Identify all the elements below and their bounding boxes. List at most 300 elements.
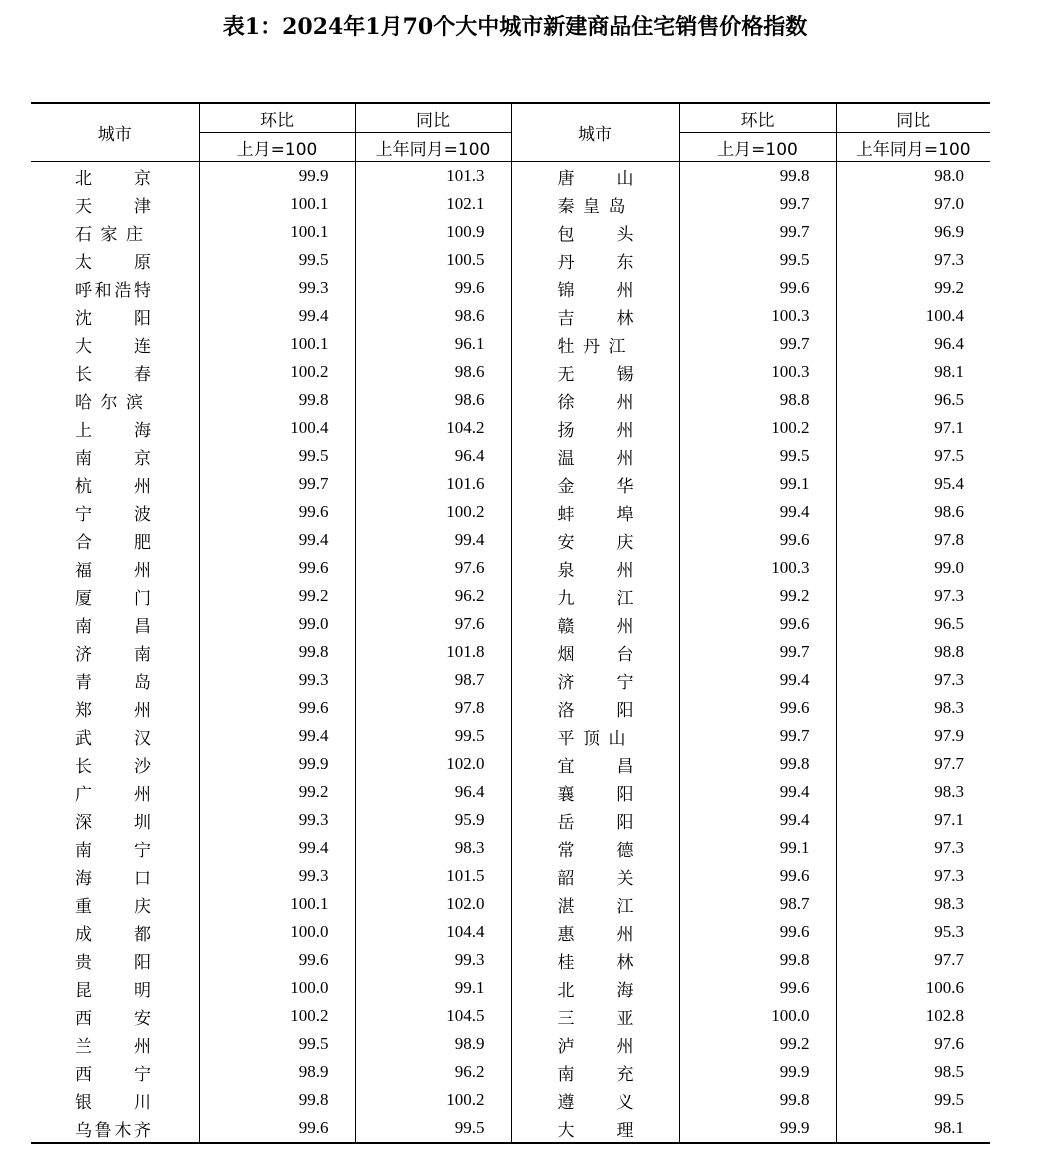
mom-value-right: 99.6 bbox=[679, 274, 836, 302]
city-name-left bbox=[31, 414, 199, 442]
city-label: 乌鲁木齐 bbox=[75, 1120, 151, 1141]
yoy-value-right: 95.3 bbox=[934, 922, 964, 941]
city-name-left bbox=[31, 442, 199, 470]
city-label: 南充 bbox=[557, 1064, 634, 1085]
city-label: 沈阳 bbox=[75, 308, 151, 329]
mom-value-left: 99.6 bbox=[199, 694, 355, 722]
yoy-value-left: 100.5 bbox=[355, 246, 511, 274]
city-name-left bbox=[31, 162, 199, 191]
mom-value-left: 99.4 bbox=[199, 302, 355, 330]
yoy-value-left: 96.4 bbox=[355, 778, 511, 806]
city-label: 呼和浩特 bbox=[75, 280, 151, 301]
yoy-value-right: 98.3 bbox=[934, 698, 964, 717]
city-name-right bbox=[511, 778, 679, 806]
city-label: 吉林 bbox=[557, 308, 634, 329]
city-label: 杭州 bbox=[75, 476, 151, 497]
mom-value-right: 100.3 bbox=[679, 302, 836, 330]
table-row bbox=[31, 162, 990, 191]
city-name-right bbox=[511, 890, 679, 918]
yoy-value-right: 98.0 bbox=[934, 166, 964, 185]
city-name-left bbox=[31, 470, 199, 498]
city-name-left bbox=[31, 1030, 199, 1058]
mom-value-right: 99.8 bbox=[679, 162, 836, 191]
city-label: 深圳 bbox=[75, 812, 151, 833]
city-name-left bbox=[31, 246, 199, 274]
mom-value-right: 100.3 bbox=[679, 554, 836, 582]
table-row bbox=[31, 442, 990, 470]
yoy-value-right: 97.1 bbox=[934, 418, 964, 437]
table-row bbox=[31, 470, 990, 498]
city-name-right bbox=[511, 526, 679, 554]
mom-value-right: 99.7 bbox=[679, 218, 836, 246]
yoy-value-left: 97.8 bbox=[355, 694, 511, 722]
mom-value-right: 99.9 bbox=[679, 1058, 836, 1086]
mom-value-left: 100.1 bbox=[199, 190, 355, 218]
yoy-value-left: 99.3 bbox=[355, 946, 511, 974]
yoy-value-right: 97.3 bbox=[934, 250, 964, 269]
city-label: 济宁 bbox=[557, 672, 634, 693]
city-name-left bbox=[31, 946, 199, 974]
city-name-right bbox=[511, 274, 679, 302]
city-label: 长春 bbox=[75, 364, 151, 385]
city-name-right bbox=[511, 862, 679, 890]
mom-value-left: 98.9 bbox=[199, 1058, 355, 1086]
yoy-value-left: 95.9 bbox=[355, 806, 511, 834]
yoy-value-left: 98.7 bbox=[355, 666, 511, 694]
mom-value-left: 99.7 bbox=[199, 470, 355, 498]
mom-value-right: 99.2 bbox=[679, 582, 836, 610]
table-row bbox=[31, 386, 990, 414]
yoy-value-right: 99.0 bbox=[934, 558, 964, 577]
city-name-left bbox=[31, 974, 199, 1002]
yoy-value-right: 97.9 bbox=[934, 726, 964, 745]
yoy-value-left: 99.5 bbox=[355, 1114, 511, 1143]
city-label: 成都 bbox=[75, 924, 151, 945]
mom-value-right: 99.4 bbox=[679, 666, 836, 694]
mom-value-right: 99.4 bbox=[679, 498, 836, 526]
city-label: 海口 bbox=[75, 868, 151, 889]
yoy-value-left: 98.6 bbox=[355, 386, 511, 414]
mom-value-right: 100.0 bbox=[679, 1002, 836, 1030]
mom-value-right: 100.2 bbox=[679, 414, 836, 442]
city-label: 石家庄 bbox=[75, 224, 143, 245]
city-label: 安庆 bbox=[557, 532, 634, 553]
city-label: 重庆 bbox=[75, 896, 151, 917]
yoy-value-right: 97.1 bbox=[934, 810, 964, 829]
city-label: 大连 bbox=[75, 336, 151, 357]
yoy-value-right: 96.5 bbox=[934, 390, 964, 409]
yoy-value-left: 96.2 bbox=[355, 582, 511, 610]
city-name-left bbox=[31, 890, 199, 918]
yoy-value-right: 97.0 bbox=[934, 194, 964, 213]
city-label: 大理 bbox=[557, 1120, 634, 1141]
city-name-left bbox=[31, 1002, 199, 1030]
city-label: 南宁 bbox=[75, 840, 151, 861]
yoy-value-right: 98.3 bbox=[934, 782, 964, 801]
city-label: 宜昌 bbox=[557, 756, 634, 777]
city-name-right bbox=[511, 442, 679, 470]
mom-value-left: 99.3 bbox=[199, 666, 355, 694]
city-name-left bbox=[31, 750, 199, 778]
mom-value-right: 99.6 bbox=[679, 918, 836, 946]
mom-value-left: 99.3 bbox=[199, 862, 355, 890]
mom-value-right: 99.7 bbox=[679, 190, 836, 218]
city-label: 三亚 bbox=[557, 1008, 634, 1029]
city-label: 广州 bbox=[75, 784, 151, 805]
yoy-value-left: 104.4 bbox=[355, 918, 511, 946]
table-row bbox=[31, 190, 990, 218]
mom-value-left: 99.6 bbox=[199, 946, 355, 974]
mom-value-right: 99.6 bbox=[679, 862, 836, 890]
price-index-table bbox=[31, 102, 990, 1144]
city-name-right bbox=[511, 246, 679, 274]
table-row bbox=[31, 414, 990, 442]
yoy-value-left: 99.5 bbox=[355, 722, 511, 750]
city-label: 丹东 bbox=[557, 252, 634, 273]
city-label: 贵阳 bbox=[75, 952, 151, 973]
city-label: 郑州 bbox=[75, 700, 151, 721]
city-name-right bbox=[511, 694, 679, 722]
city-name-left bbox=[31, 1058, 199, 1086]
yoy-value-right: 95.4 bbox=[934, 474, 964, 493]
city-label: 北京 bbox=[75, 168, 151, 189]
table-row bbox=[31, 218, 990, 246]
mom-value-right: 99.7 bbox=[679, 722, 836, 750]
yoy-value-left: 102.1 bbox=[355, 190, 511, 218]
city-label: 常德 bbox=[557, 840, 634, 861]
yoy-value-left: 98.3 bbox=[355, 834, 511, 862]
city-name-right bbox=[511, 414, 679, 442]
yoy-value-left: 96.1 bbox=[355, 330, 511, 358]
yoy-value-left: 97.6 bbox=[355, 610, 511, 638]
table-row bbox=[31, 666, 990, 694]
city-label: 唐山 bbox=[557, 168, 634, 189]
table-row bbox=[31, 330, 990, 358]
yoy-value-right: 97.8 bbox=[934, 530, 964, 549]
table-title: 表1：2024年1月70个大中城市新建商品住宅销售价格指数 bbox=[222, 14, 808, 40]
city-name-left bbox=[31, 722, 199, 750]
city-name-left bbox=[31, 218, 199, 246]
mom-value-right: 100.3 bbox=[679, 358, 836, 386]
city-name-right bbox=[511, 554, 679, 582]
city-label: 厦门 bbox=[75, 588, 151, 609]
city-name-left bbox=[31, 302, 199, 330]
yoy-value-right: 97.3 bbox=[934, 670, 964, 689]
city-label: 遵义 bbox=[557, 1092, 634, 1113]
mom-value-left: 99.5 bbox=[199, 442, 355, 470]
city-name-right bbox=[511, 638, 679, 666]
city-label: 泸州 bbox=[557, 1036, 634, 1057]
yoy-value-left: 99.1 bbox=[355, 974, 511, 1002]
table-row bbox=[31, 358, 990, 386]
city-label: 徐州 bbox=[557, 392, 634, 413]
city-name-right bbox=[511, 1114, 679, 1143]
city-name-left bbox=[31, 1086, 199, 1114]
table-row bbox=[31, 806, 990, 834]
city-name-left bbox=[31, 806, 199, 834]
yoy-value-right: 97.6 bbox=[934, 1034, 964, 1053]
city-label: 洛阳 bbox=[557, 700, 634, 721]
city-name-left bbox=[31, 386, 199, 414]
city-label: 湛江 bbox=[557, 896, 634, 917]
city-name-left bbox=[31, 918, 199, 946]
city-name-right bbox=[511, 946, 679, 974]
city-name-right bbox=[511, 582, 679, 610]
city-label: 南昌 bbox=[75, 616, 151, 637]
city-label: 宁波 bbox=[75, 504, 151, 525]
mom-value-left: 99.6 bbox=[199, 498, 355, 526]
yoy-value-right: 97.3 bbox=[934, 586, 964, 605]
yoy-value-right: 96.5 bbox=[934, 614, 964, 633]
yoy-value-left: 101.6 bbox=[355, 470, 511, 498]
yoy-header-right: 同比 bbox=[836, 103, 990, 133]
city-label: 青岛 bbox=[75, 672, 151, 693]
mom-value-right: 99.5 bbox=[679, 246, 836, 274]
mom-value-left: 99.5 bbox=[199, 1030, 355, 1058]
city-name-right bbox=[511, 190, 679, 218]
mom-value-right: 99.6 bbox=[679, 610, 836, 638]
yoy-value-left: 98.6 bbox=[355, 302, 511, 330]
table-row bbox=[31, 302, 990, 330]
city-name-right bbox=[511, 1086, 679, 1114]
city-name-right bbox=[511, 302, 679, 330]
yoy-value-left: 98.6 bbox=[355, 358, 511, 386]
yoy-value-left: 96.2 bbox=[355, 1058, 511, 1086]
yoy-value-left: 97.6 bbox=[355, 554, 511, 582]
mom-value-left: 99.4 bbox=[199, 834, 355, 862]
mom-value-left: 99.2 bbox=[199, 778, 355, 806]
mom-value-left: 100.0 bbox=[199, 974, 355, 1002]
mom-value-right: 99.6 bbox=[679, 526, 836, 554]
mom-value-left: 100.1 bbox=[199, 890, 355, 918]
table-row bbox=[31, 246, 990, 274]
table-row bbox=[31, 778, 990, 806]
table-row bbox=[31, 974, 990, 1002]
mom-value-left: 99.5 bbox=[199, 246, 355, 274]
city-label: 无锡 bbox=[557, 364, 634, 385]
yoy-value-right: 97.3 bbox=[934, 838, 964, 857]
mom-base-right: 上月=100 bbox=[679, 133, 836, 162]
table-row bbox=[31, 1002, 990, 1030]
mom-value-left: 99.9 bbox=[199, 162, 355, 191]
yoy-value-right: 97.7 bbox=[934, 950, 964, 969]
mom-value-right: 99.5 bbox=[679, 442, 836, 470]
yoy-value-right: 98.8 bbox=[934, 642, 964, 661]
yoy-value-left: 100.9 bbox=[355, 218, 511, 246]
table-row bbox=[31, 610, 990, 638]
yoy-value-left: 100.2 bbox=[355, 1086, 511, 1114]
city-name-left bbox=[31, 358, 199, 386]
yoy-value-left: 100.2 bbox=[355, 498, 511, 526]
city-label: 岳阳 bbox=[557, 812, 634, 833]
mom-value-left: 100.1 bbox=[199, 330, 355, 358]
city-name-right bbox=[511, 1058, 679, 1086]
yoy-value-right: 96.9 bbox=[934, 222, 964, 241]
city-label: 包头 bbox=[557, 224, 634, 245]
city-name-left bbox=[31, 330, 199, 358]
mom-value-right: 99.9 bbox=[679, 1114, 836, 1143]
yoy-value-right: 100.6 bbox=[925, 978, 964, 997]
city-name-left bbox=[31, 834, 199, 862]
yoy-value-right: 99.2 bbox=[934, 278, 964, 297]
city-name-right bbox=[511, 974, 679, 1002]
city-label: 平顶山 bbox=[557, 728, 626, 749]
city-label: 桂林 bbox=[557, 952, 634, 973]
city-name-right bbox=[511, 806, 679, 834]
table-row bbox=[31, 582, 990, 610]
city-name-left bbox=[31, 582, 199, 610]
table-row bbox=[31, 750, 990, 778]
city-label: 西安 bbox=[75, 1008, 151, 1029]
mom-value-left: 100.2 bbox=[199, 1002, 355, 1030]
yoy-value-right: 98.6 bbox=[934, 502, 964, 521]
mom-value-right: 99.8 bbox=[679, 946, 836, 974]
yoy-value-right: 98.1 bbox=[836, 1114, 990, 1143]
city-label: 韶关 bbox=[557, 868, 634, 889]
city-label: 牡丹江 bbox=[557, 336, 626, 357]
city-name-right bbox=[511, 358, 679, 386]
mom-value-left: 99.8 bbox=[199, 386, 355, 414]
city-label: 襄阳 bbox=[557, 784, 634, 805]
city-name-left bbox=[31, 610, 199, 638]
city-label: 太原 bbox=[75, 252, 151, 273]
city-name-left bbox=[31, 190, 199, 218]
yoy-value-left: 102.0 bbox=[355, 890, 511, 918]
city-label: 天津 bbox=[75, 196, 151, 217]
city-name-right bbox=[511, 218, 679, 246]
mom-base-left: 上月=100 bbox=[199, 133, 355, 162]
table-row bbox=[31, 722, 990, 750]
city-name-right bbox=[511, 750, 679, 778]
table-row bbox=[31, 1058, 990, 1086]
city-label: 南京 bbox=[75, 448, 151, 469]
table-row bbox=[31, 1114, 990, 1143]
mom-value-left: 99.8 bbox=[199, 638, 355, 666]
city-name-right bbox=[511, 162, 679, 191]
yoy-value-right: 98.1 bbox=[934, 362, 964, 381]
yoy-value-right: 97.3 bbox=[934, 866, 964, 885]
yoy-value-right: 98.3 bbox=[934, 894, 964, 913]
yoy-value-left: 102.0 bbox=[355, 750, 511, 778]
city-name-left bbox=[31, 638, 199, 666]
yoy-value-left: 101.3 bbox=[355, 162, 511, 191]
yoy-base-left: 上年同月=100 bbox=[355, 133, 511, 162]
yoy-value-right: 99.5 bbox=[934, 1090, 964, 1109]
mom-value-right: 99.1 bbox=[679, 834, 836, 862]
yoy-value-left: 99.4 bbox=[355, 526, 511, 554]
city-label: 昆明 bbox=[75, 980, 151, 1001]
city-label: 蚌埠 bbox=[557, 504, 634, 525]
city-label: 惠州 bbox=[557, 924, 634, 945]
table-row bbox=[31, 918, 990, 946]
mom-value-right: 99.7 bbox=[679, 638, 836, 666]
yoy-header-left: 同比 bbox=[355, 103, 511, 133]
table-row bbox=[31, 526, 990, 554]
mom-value-right: 99.2 bbox=[679, 1030, 836, 1058]
city-name-left bbox=[31, 1114, 199, 1143]
yoy-value-left: 96.4 bbox=[355, 442, 511, 470]
mom-value-right: 99.4 bbox=[679, 806, 836, 834]
city-name-left bbox=[31, 274, 199, 302]
city-label: 北海 bbox=[557, 980, 634, 1001]
mom-value-right: 99.4 bbox=[679, 778, 836, 806]
mom-value-left: 99.4 bbox=[199, 722, 355, 750]
yoy-value-right: 96.4 bbox=[934, 334, 964, 353]
city-label: 赣州 bbox=[557, 616, 634, 637]
mom-value-right: 98.8 bbox=[679, 386, 836, 414]
yoy-value-left: 101.8 bbox=[355, 638, 511, 666]
city-name-right bbox=[511, 470, 679, 498]
table-row bbox=[31, 498, 990, 526]
city-label: 长沙 bbox=[75, 756, 151, 777]
city-label: 哈尔滨 bbox=[75, 392, 143, 413]
yoy-value-left: 104.5 bbox=[355, 1002, 511, 1030]
mom-value-left: 100.1 bbox=[199, 218, 355, 246]
mom-value-left: 99.0 bbox=[199, 610, 355, 638]
city-label: 温州 bbox=[557, 448, 634, 469]
city-label: 武汉 bbox=[75, 728, 151, 749]
mom-value-left: 99.8 bbox=[199, 1086, 355, 1114]
mom-value-left: 99.9 bbox=[199, 750, 355, 778]
table-row bbox=[31, 638, 990, 666]
mom-value-right: 99.8 bbox=[679, 750, 836, 778]
mom-value-left: 100.0 bbox=[199, 918, 355, 946]
city-name-right bbox=[511, 498, 679, 526]
yoy-value-left: 101.5 bbox=[355, 862, 511, 890]
city-name-right bbox=[511, 722, 679, 750]
mom-value-right: 99.1 bbox=[679, 470, 836, 498]
city-label: 福州 bbox=[75, 560, 151, 581]
city-name-right bbox=[511, 834, 679, 862]
mom-value-left: 99.6 bbox=[199, 554, 355, 582]
mom-value-left: 99.6 bbox=[199, 1114, 355, 1143]
mom-value-right: 99.6 bbox=[679, 694, 836, 722]
city-name-left bbox=[31, 498, 199, 526]
city-name-right bbox=[511, 610, 679, 638]
table-row bbox=[31, 890, 990, 918]
city-label: 合肥 bbox=[75, 532, 151, 553]
mom-value-left: 99.2 bbox=[199, 582, 355, 610]
table-row bbox=[31, 862, 990, 890]
city-label: 烟台 bbox=[557, 644, 634, 665]
mom-value-left: 100.4 bbox=[199, 414, 355, 442]
mom-header-right: 环比 bbox=[679, 103, 836, 133]
table-row bbox=[31, 1030, 990, 1058]
table-row bbox=[31, 694, 990, 722]
table-row bbox=[31, 1086, 990, 1114]
city-column-header-right: 城市 bbox=[511, 103, 679, 162]
city-label: 金华 bbox=[557, 476, 634, 497]
table-body bbox=[31, 162, 990, 1144]
table-row bbox=[31, 554, 990, 582]
mom-value-left: 99.3 bbox=[199, 274, 355, 302]
mom-value-right: 99.7 bbox=[679, 330, 836, 358]
city-label: 九江 bbox=[557, 588, 634, 609]
city-name-left bbox=[31, 554, 199, 582]
city-column-header-left: 城市 bbox=[31, 103, 199, 162]
table-row bbox=[31, 834, 990, 862]
yoy-value-right: 97.5 bbox=[934, 446, 964, 465]
mom-header-left: 环比 bbox=[199, 103, 355, 133]
city-label: 兰州 bbox=[75, 1036, 151, 1057]
mom-value-right: 99.8 bbox=[679, 1086, 836, 1114]
city-name-right bbox=[511, 386, 679, 414]
city-name-left bbox=[31, 862, 199, 890]
mom-value-left: 100.2 bbox=[199, 358, 355, 386]
city-label: 泉州 bbox=[557, 560, 634, 581]
yoy-value-left: 98.9 bbox=[355, 1030, 511, 1058]
city-label: 银川 bbox=[75, 1092, 151, 1113]
